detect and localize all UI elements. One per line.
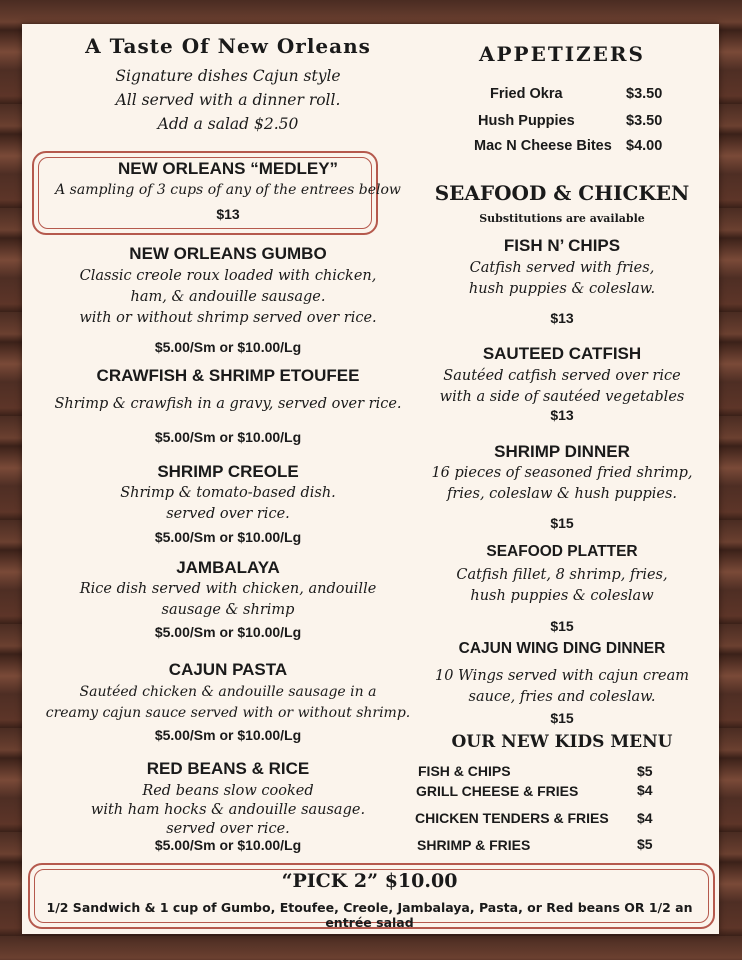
appetizer-price: $3.50 [626, 86, 663, 102]
seafood-price: $15 [550, 710, 574, 726]
seafood-price: $13 [550, 310, 574, 326]
dish-price: $5.00/Sm or $10.00/Lg [154, 429, 302, 445]
seafood-name: CAJUN WING DING DINNER [458, 640, 666, 657]
desc-line: Shrimp & tomato-based dish. [120, 485, 336, 501]
kids-item-name: FISH & CHIPS [418, 763, 511, 779]
appetizer-name: Mac N Cheese Bites [474, 138, 612, 154]
seafood-price: $15 [550, 515, 574, 531]
desc-line: 16 pieces of seasoned fried shrimp, [431, 465, 693, 481]
desc-line: served over rice. [166, 506, 290, 522]
desc-line: Red beans slow cooked [142, 783, 314, 799]
dish-desc [44, 483, 412, 525]
menu-title: A Taste Of New Orleans [85, 34, 371, 58]
dish-desc [44, 266, 412, 329]
desc-line: sausage & shrimp [161, 602, 295, 618]
seafood-price: $15 [550, 618, 574, 634]
subtitle-line: Signature dishes Cajun style [115, 67, 341, 85]
dish-price: $5.00/Sm or $10.00/Lg [154, 529, 302, 545]
appetizer-price: $3.50 [626, 113, 663, 129]
desc-line: with a side of sautéed vegetables [439, 389, 685, 405]
menu-page [22, 24, 719, 934]
desc-line: 10 Wings served with cajun cream [434, 668, 690, 684]
pick2-title: “PICK 2” $10.00 [281, 870, 458, 892]
dish-desc [44, 682, 412, 724]
desc-line: Classic creole roux loaded with chicken, [79, 268, 377, 284]
desc-line: hush puppies & coleslaw. [468, 281, 656, 297]
dish-price: $5.00/Sm or $10.00/Lg [154, 339, 302, 355]
desc-line: Shrimp & crawfish in a gravy, served over rice. [54, 396, 402, 412]
seafood-price: $13 [550, 407, 574, 423]
desc-line: creamy cajun sauce served with or without shrimp. [45, 705, 411, 721]
dish-name: JAMBALAYA [176, 558, 280, 577]
desc-line: sauce, fries and coleslaw. [468, 689, 656, 705]
menu-subtitle [44, 64, 412, 136]
dish-name: CRAWFISH & SHRIMP ETOUFEE [96, 366, 360, 385]
seafood-name: SAUTEED CATFISH [482, 344, 642, 363]
kids-title: OUR NEW KIDS MENU [451, 732, 673, 752]
desc-line: Catfish served with fries, [469, 260, 655, 276]
desc-line: ham, & andouille sausage. [130, 289, 326, 305]
dish-name: SHRIMP CREOLE [157, 462, 299, 481]
medley-desc: A sampling of 3 cups of any of the entrees below [55, 182, 401, 198]
kids-item-price: $4 [637, 810, 653, 826]
medley-price: $13 [216, 206, 240, 222]
seafood-desc [412, 666, 712, 708]
desc-line: with or without shrimp served over rice. [79, 310, 377, 326]
dish-desc [44, 579, 412, 621]
seafood-note: Substitutions are available [479, 212, 645, 225]
dish-name: CAJUN PASTA [168, 660, 288, 679]
dish-price: $5.00/Sm or $10.00/Lg [154, 837, 302, 853]
dish-desc [44, 394, 412, 415]
desc-line: Sautéed chicken & andouille sausage in a [79, 684, 377, 700]
desc-line: Rice dish served with chicken, andouille [79, 581, 377, 597]
appetizer-name: Fried Okra [490, 86, 563, 102]
pick2-text: 1/2 Sandwich & 1 cup of Gumbo, Etoufee, Creole, Jambalaya, Pasta, or Red beans OR 1/2 an entrée salad [46, 900, 693, 930]
seafood-name: SEAFOOD PLATTER [486, 543, 638, 560]
dish-price: $5.00/Sm or $10.00/Lg [154, 624, 302, 640]
desc-line: Catfish fillet, 8 shrimp, fries, [456, 567, 668, 583]
kids-item-name: SHRIMP & FRIES [417, 837, 531, 853]
appetizers-title: APPETIZERS [479, 42, 645, 66]
dish-desc [44, 782, 412, 839]
kids-item-price: $5 [637, 836, 653, 852]
seafood-name: SHRIMP DINNER [494, 442, 630, 461]
desc-line: fries, coleslaw & hush puppies. [446, 486, 678, 502]
dish-price: $5.00/Sm or $10.00/Lg [154, 727, 302, 743]
desc-line: served over rice. [166, 821, 290, 837]
kids-item-name: CHICKEN TENDERS & FRIES [415, 810, 609, 826]
subtitle-line: Add a salad $2.50 [157, 115, 299, 133]
desc-line: Sautéed catfish served over rice [443, 368, 681, 384]
appetizer-price: $4.00 [626, 138, 663, 154]
subtitle-line: All served with a dinner roll. [115, 91, 341, 109]
seafood-name: FISH N’ CHIPS [503, 236, 621, 255]
kids-item-price: $5 [637, 763, 653, 779]
seafood-desc [412, 366, 712, 408]
seafood-desc [412, 258, 712, 300]
appetizer-name: Hush Puppies [478, 113, 575, 129]
medley-name: NEW ORLEANS “MEDLEY” [117, 159, 339, 178]
dish-name: RED BEANS & RICE [146, 759, 310, 778]
dish-name: NEW ORLEANS GUMBO [129, 244, 327, 263]
seafood-title: SEAFOOD & CHICKEN [434, 181, 690, 205]
desc-line: with ham hocks & andouille sausage. [90, 802, 366, 818]
kids-item-name: GRILL CHEESE & FRIES [416, 783, 579, 799]
seafood-desc [412, 463, 712, 505]
kids-item-price: $4 [637, 782, 653, 798]
seafood-desc [412, 565, 712, 607]
desc-line: hush puppies & coleslaw [470, 588, 654, 604]
